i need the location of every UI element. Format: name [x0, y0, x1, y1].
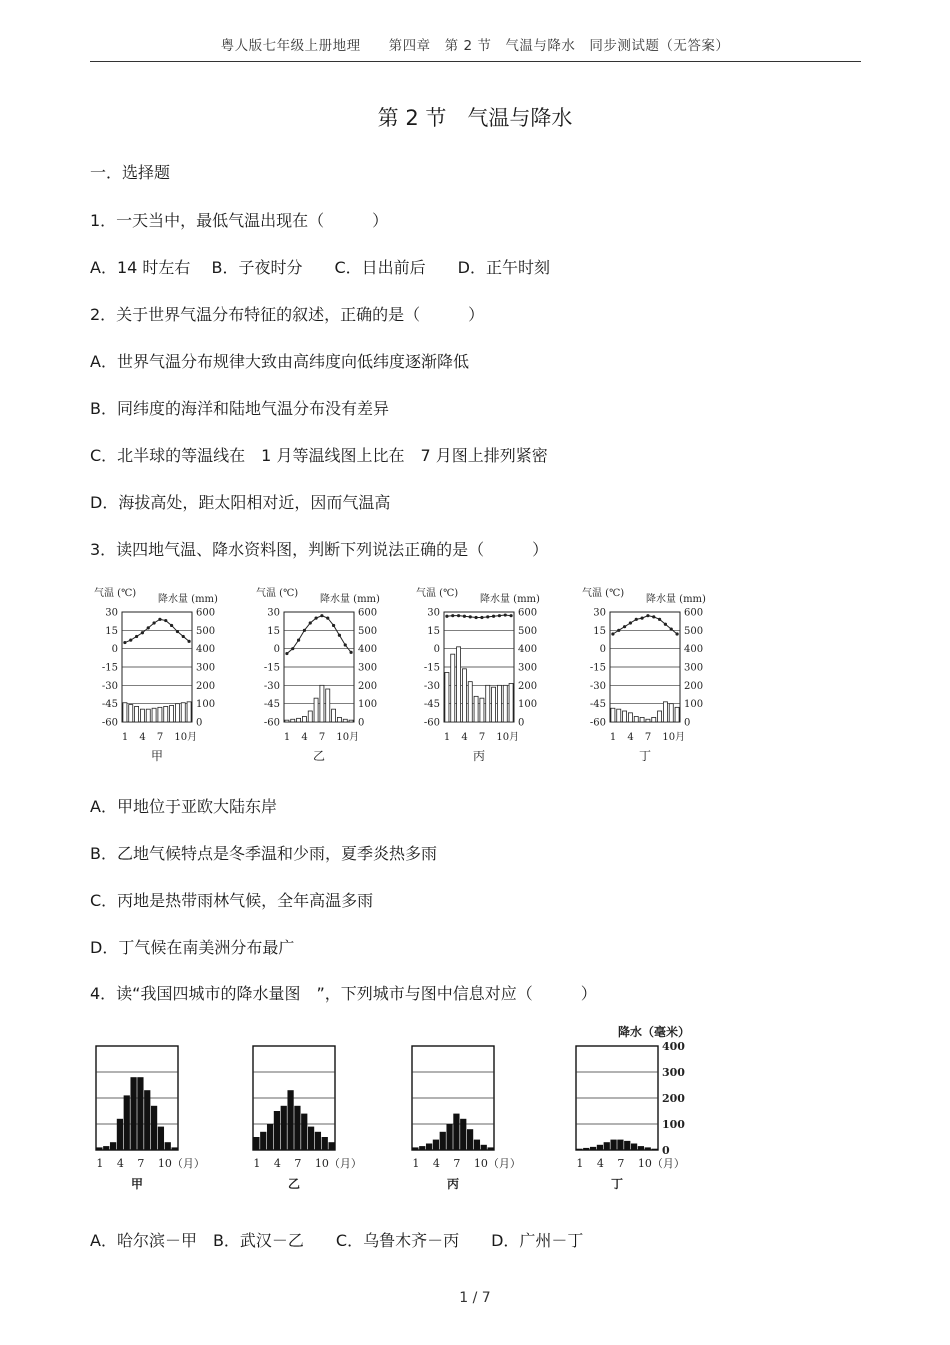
precip-bar — [503, 685, 507, 722]
temp-point — [338, 634, 341, 637]
temp-point — [170, 624, 173, 627]
precip-bar — [663, 702, 667, 722]
temp-point — [504, 613, 507, 616]
x-tick-label: 1 — [443, 732, 451, 743]
x-tick-label: 7 — [156, 732, 164, 743]
precip-tick-label: 100 — [684, 699, 704, 711]
temp-point — [349, 651, 352, 654]
temp-axis-title: 气温 (℃) — [582, 588, 625, 599]
temp-point — [463, 615, 466, 618]
precip-bar — [158, 707, 162, 722]
temp-point — [509, 614, 512, 617]
precipitation-charts — [90, 1020, 730, 1200]
precip-bar — [181, 703, 185, 722]
x-tick-label: 10月 — [336, 732, 360, 743]
precip-bar — [315, 1132, 321, 1150]
temp-axis-title: 气温 (℃) — [94, 588, 137, 599]
precip-bar — [651, 1149, 657, 1150]
precip-bar — [158, 1127, 164, 1150]
precip-tick-label: 600 — [358, 607, 378, 619]
temp-tick-label: 30 — [267, 607, 280, 619]
precip-tick-label: 600 — [196, 607, 216, 619]
x-tick-label: 4 — [139, 732, 146, 743]
x-tick-label: 7 — [318, 732, 326, 743]
temp-tick-label: -60 — [101, 717, 118, 729]
temp-point — [297, 639, 300, 642]
temp-tick-label: -60 — [423, 717, 440, 729]
precip-bar — [152, 708, 156, 722]
x-tick-label: 7 — [294, 1157, 302, 1170]
x-tick-label: 4 — [461, 732, 468, 743]
precip-bar — [337, 717, 341, 722]
precip-bar — [123, 703, 127, 722]
precip-bar — [474, 1140, 480, 1150]
temp-tick-label: 15 — [593, 625, 606, 637]
precip-bar — [140, 709, 144, 722]
precip-bar — [628, 713, 632, 722]
q2-option-c: C．北半球的等温线在 1 月等温线图上比在 7 月图上排列紧密 — [90, 446, 548, 465]
temp-tick-label: -60 — [263, 717, 280, 729]
precip-chart-2 — [253, 1046, 362, 1191]
station-label: 甲 — [130, 1177, 144, 1191]
precip-bar — [583, 1148, 589, 1150]
precip-bar — [103, 1146, 109, 1150]
temp-tick-label: 30 — [427, 607, 440, 619]
page-title: 第 2 节 气温与降水 — [377, 106, 573, 130]
precip-bar — [322, 1137, 328, 1150]
temp-point — [344, 643, 347, 646]
precip-bar — [460, 1119, 466, 1150]
temp-point — [164, 619, 167, 622]
station-label: 丁 — [610, 1177, 624, 1191]
temp-point — [326, 617, 329, 620]
q2-option-d: D．海拔高处，距太阳相对近，因而气温高 — [90, 493, 391, 512]
precip-bar — [314, 698, 318, 722]
precip-tick-label: 500 — [358, 625, 378, 637]
temp-tick-label: -15 — [101, 662, 118, 674]
x-tick-label: 7 — [617, 1157, 625, 1170]
temp-point — [611, 632, 614, 635]
precip-bar — [302, 717, 306, 723]
temp-tick-label: 30 — [105, 607, 118, 619]
temp-line — [447, 615, 511, 617]
x-tick-label: 4 — [301, 732, 308, 743]
x-tick-label: 4 — [596, 1157, 604, 1170]
precip-bar — [457, 647, 461, 722]
climate-chart-2 — [256, 587, 380, 763]
y-tick-label: 400 — [662, 1040, 685, 1053]
x-tick-label: 10（月） — [637, 1157, 685, 1170]
temp-axis-title: 气温 (℃) — [416, 588, 459, 599]
temp-point — [675, 632, 678, 635]
precip-bar — [129, 705, 133, 722]
temp-point — [129, 639, 132, 642]
temp-point — [291, 647, 294, 650]
precip-bar — [137, 1077, 143, 1150]
temp-point — [135, 635, 138, 638]
q2-stem: 2．关于世界气温分布特征的叙述，正确的是（ ） — [90, 305, 485, 324]
station-label: 乙 — [287, 1177, 301, 1191]
precip-tick-label: 200 — [518, 680, 538, 692]
precip-bar — [151, 1106, 157, 1150]
q1-stem: 1．一天当中，最低气温出现在（ ） — [90, 211, 389, 230]
y-tick-label: 300 — [662, 1066, 685, 1079]
precip-bar — [332, 709, 336, 722]
precip-bar — [474, 696, 478, 722]
precip-tick-label: 300 — [684, 662, 704, 674]
precip-tick-label: 100 — [518, 699, 538, 711]
temp-point — [640, 617, 643, 620]
temp-point — [498, 614, 501, 617]
precip-bar — [343, 719, 347, 722]
temp-point — [152, 621, 155, 624]
precip-bar — [486, 685, 490, 722]
precip-bar — [253, 1137, 259, 1150]
temp-point — [158, 618, 161, 621]
station-label: 丁 — [638, 749, 652, 763]
x-tick-label: 4 — [432, 1157, 440, 1170]
precip-bar — [349, 720, 353, 722]
precip-bar — [611, 708, 615, 722]
precip-bar — [412, 1147, 418, 1150]
q4-options: A．哈尔滨－甲 B．武汉－乙 C．乌鲁木齐－丙 D．广州－丁 — [90, 1231, 584, 1250]
precip-bar — [308, 711, 312, 722]
precip-tick-label: 400 — [196, 644, 216, 656]
temp-point — [451, 614, 454, 617]
precip-bar — [590, 1147, 596, 1150]
precip-bar — [326, 689, 330, 722]
x-tick-label: 7 — [478, 732, 486, 743]
precip-bar — [669, 704, 673, 722]
temp-tick-label: -60 — [589, 717, 606, 729]
precip-chart-4 — [576, 1024, 690, 1191]
station-label: 丙 — [472, 749, 486, 763]
temp-tick-label: 15 — [427, 625, 440, 637]
precip-bar — [301, 1114, 307, 1150]
x-tick-label: 4 — [116, 1157, 124, 1170]
precip-bar — [135, 706, 139, 722]
climate-chart-4 — [582, 587, 706, 763]
precip-bar — [297, 718, 301, 722]
x-tick-label: 7 — [453, 1157, 461, 1170]
precip-tick-label: 300 — [196, 662, 216, 674]
temp-tick-label: 0 — [273, 644, 280, 656]
temp-point — [457, 614, 460, 617]
temp-tick-label: -45 — [423, 699, 440, 711]
q4-stem: 4．读“我国四城市的降水量图 ”，下列城市与图中信息对应（ ） — [90, 984, 597, 1003]
precip-bar — [652, 717, 656, 722]
temp-tick-label: -45 — [263, 699, 280, 711]
q3-option-c: C．丙地是热带雨林气候，全年高温多雨 — [90, 891, 374, 910]
temp-line — [613, 616, 677, 634]
x-tick-label: 1 — [576, 1157, 584, 1170]
precip-bar — [646, 719, 650, 722]
precip-tick-label: 300 — [518, 662, 538, 674]
precip-bar — [658, 711, 662, 722]
precip-tick-label: 100 — [358, 699, 378, 711]
x-tick-label: 10月 — [174, 732, 198, 743]
precip-bar — [144, 1090, 150, 1150]
temp-point — [617, 629, 620, 632]
precip-axis-title: 降水量 (mm) — [158, 594, 218, 605]
temp-point — [309, 621, 312, 624]
q1-options: A．14 时左右 B．子夜时分 C．日出前后 D．正午时刻 — [90, 258, 550, 277]
precip-tick-label: 600 — [684, 607, 704, 619]
temp-point — [486, 615, 489, 618]
temp-tick-label: -30 — [423, 680, 440, 692]
precip-bar — [623, 711, 627, 722]
precip-bar — [597, 1145, 603, 1150]
precip-bar — [617, 709, 621, 722]
precip-bar — [487, 1147, 493, 1150]
temp-point — [480, 616, 483, 619]
y-tick-label: 100 — [662, 1118, 685, 1131]
precip-bar — [187, 702, 191, 722]
temp-tick-label: -15 — [263, 662, 280, 674]
temp-point — [670, 628, 673, 631]
precip-bar — [638, 1146, 644, 1150]
precip-chart-1 — [96, 1046, 205, 1191]
q3-option-b: B．乙地气候特点是冬季温和少雨，夏季炎热多雨 — [90, 844, 437, 863]
precip-bar — [497, 685, 501, 722]
temp-point — [658, 618, 661, 621]
station-label: 丙 — [446, 1177, 460, 1191]
temp-point — [445, 615, 448, 618]
section-heading: 一．选择题 — [90, 163, 171, 182]
precip-bar — [124, 1095, 130, 1150]
x-tick-label: 4 — [273, 1157, 281, 1170]
temp-point — [646, 614, 649, 617]
precip-tick-label: 0 — [196, 717, 203, 729]
temp-tick-label: -30 — [263, 680, 280, 692]
precip-bar — [631, 1144, 637, 1151]
temp-tick-label: -15 — [423, 662, 440, 674]
precip-bar — [328, 1142, 334, 1150]
temp-point — [492, 615, 495, 618]
precip-bar — [175, 704, 179, 722]
precip-bar — [320, 685, 324, 722]
q3-option-a: A．甲地位于亚欧大陆东岸 — [90, 797, 277, 816]
precip-bar — [274, 1111, 280, 1150]
temp-point — [469, 615, 472, 618]
y-tick-label: 0 — [662, 1144, 670, 1157]
precip-bar — [260, 1132, 266, 1150]
precip-tick-label: 200 — [358, 680, 378, 692]
precip-tick-label: 0 — [684, 717, 691, 729]
precip-tick-label: 100 — [196, 699, 216, 711]
precip-tick-label: 0 — [358, 717, 365, 729]
precip-bar — [287, 1090, 293, 1150]
precip-bar — [171, 1147, 177, 1150]
temp-tick-label: 15 — [267, 625, 280, 637]
q2-option-b: B．同纬度的海洋和陆地气温分布没有差异 — [90, 399, 389, 418]
temp-point — [314, 617, 317, 620]
precip-bar — [624, 1141, 630, 1150]
precip-tick-label: 500 — [518, 625, 538, 637]
x-tick-label: 7 — [644, 732, 652, 743]
temp-point — [285, 652, 288, 655]
x-tick-label: 10（月） — [473, 1157, 521, 1170]
precip-bar — [419, 1146, 425, 1150]
temp-axis-title: 气温 (℃) — [256, 588, 299, 599]
temp-tick-label: 0 — [111, 644, 118, 656]
x-tick-label: 1 — [253, 1157, 261, 1170]
x-tick-label: 10月 — [662, 732, 686, 743]
precip-bar — [481, 1145, 487, 1150]
temp-tick-label: -30 — [101, 680, 118, 692]
precip-bar — [285, 720, 289, 722]
precip-bar — [110, 1142, 116, 1150]
precip-tick-label: 400 — [518, 644, 538, 656]
precip-bar — [165, 1142, 171, 1150]
temp-tick-label: -45 — [101, 699, 118, 711]
precip-tick-label: 400 — [358, 644, 378, 656]
temp-point — [176, 630, 179, 633]
header-rule — [90, 61, 861, 62]
temp-point — [332, 624, 335, 627]
climate-chart-3 — [416, 587, 540, 763]
x-tick-label: 1 — [96, 1157, 104, 1170]
precip-axis-title: 降水量 (mm) — [646, 594, 706, 605]
precip-tick-label: 300 — [358, 662, 378, 674]
x-tick-label: 7 — [137, 1157, 145, 1170]
x-tick-label: 10（月） — [314, 1157, 362, 1170]
precip-bar — [451, 654, 455, 722]
precip-bar — [308, 1127, 314, 1150]
precip-bar — [426, 1144, 432, 1151]
q3-option-d: D．丁气候在南美洲分布最广 — [90, 938, 295, 957]
temp-tick-label: -45 — [589, 699, 606, 711]
precip-bar — [462, 669, 466, 722]
precip-bar — [576, 1149, 582, 1150]
precip-bar — [509, 684, 513, 723]
temp-point — [303, 629, 306, 632]
precip-tick-label: 400 — [684, 644, 704, 656]
precip-tick-label: 600 — [518, 607, 538, 619]
q3-stem: 3．读四地气温、降水资料图，判断下列说法正确的是（ ） — [90, 540, 549, 559]
precip-bar — [146, 709, 150, 722]
temp-point — [187, 640, 190, 643]
climate-charts — [90, 582, 730, 772]
q2-option-a: A．世界气温分布规律大致由高纬度向低纬度逐渐降低 — [90, 352, 469, 371]
precip-bar — [610, 1140, 616, 1150]
x-tick-label: 10月 — [496, 732, 520, 743]
precip-bar — [480, 698, 484, 722]
temp-point — [182, 635, 185, 638]
temp-line — [125, 619, 189, 642]
precip-bar — [645, 1147, 651, 1150]
x-tick-label: 1 — [412, 1157, 420, 1170]
precip-bar — [634, 717, 638, 723]
x-tick-label: 4 — [627, 732, 634, 743]
temp-tick-label: 0 — [599, 644, 606, 656]
y-axis-title: 降水（毫米） — [618, 1025, 691, 1039]
station-label: 甲 — [150, 749, 164, 763]
precip-bar — [267, 1124, 273, 1150]
x-tick-label: 1 — [121, 732, 129, 743]
temp-point — [147, 626, 150, 629]
temp-tick-label: 30 — [593, 607, 606, 619]
temp-point — [635, 618, 638, 621]
x-tick-label: 1 — [283, 732, 291, 743]
precip-bar — [446, 1124, 452, 1150]
precip-bar — [294, 1106, 300, 1150]
y-tick-label: 200 — [662, 1092, 685, 1105]
precip-bar — [604, 1142, 610, 1150]
temp-tick-label: -30 — [589, 680, 606, 692]
temp-point — [623, 625, 626, 628]
precip-bar — [130, 1077, 136, 1150]
precip-tick-label: 200 — [196, 680, 216, 692]
precip-tick-label: 500 — [684, 625, 704, 637]
precip-bar — [281, 1106, 287, 1150]
climate-chart-1 — [94, 587, 218, 763]
page-number: 1 / 7 — [459, 1290, 491, 1306]
precip-bar — [453, 1114, 459, 1150]
precip-chart-3 — [412, 1046, 521, 1191]
precip-bar — [492, 687, 496, 722]
precip-bar — [675, 707, 679, 722]
precip-bar — [96, 1147, 102, 1150]
temp-tick-label: 15 — [105, 625, 118, 637]
precip-tick-label: 200 — [684, 680, 704, 692]
precip-bar — [170, 706, 174, 723]
x-tick-label: 1 — [609, 732, 617, 743]
precip-axis-title: 降水量 (mm) — [320, 594, 380, 605]
temp-point — [320, 614, 323, 617]
precip-bar — [291, 719, 295, 722]
precip-axis-title: 降水量 (mm) — [480, 594, 540, 605]
temp-point — [629, 621, 632, 624]
precip-bar — [440, 1132, 446, 1150]
temp-point — [652, 615, 655, 618]
precip-bar — [468, 682, 472, 722]
temp-point — [123, 641, 126, 644]
precip-bar — [640, 717, 644, 722]
temp-point — [474, 616, 477, 619]
temp-tick-label: -15 — [589, 662, 606, 674]
precip-bar — [164, 706, 168, 722]
temp-tick-label: 0 — [433, 644, 440, 656]
station-label: 乙 — [312, 749, 326, 763]
temp-line — [287, 616, 351, 654]
precip-bar — [617, 1140, 623, 1150]
precip-bar — [445, 673, 449, 723]
temp-point — [141, 631, 144, 634]
temp-point — [664, 623, 667, 626]
precip-bar — [117, 1119, 123, 1150]
precip-bar — [433, 1140, 439, 1150]
x-tick-label: 10（月） — [157, 1157, 205, 1170]
precip-bar — [467, 1129, 473, 1150]
page-header: 粤人版七年级上册地理 第四章 第 2 节 气温与降水 同步测试题（无答案） — [220, 38, 730, 54]
precip-tick-label: 0 — [518, 717, 525, 729]
precip-tick-label: 500 — [196, 625, 216, 637]
